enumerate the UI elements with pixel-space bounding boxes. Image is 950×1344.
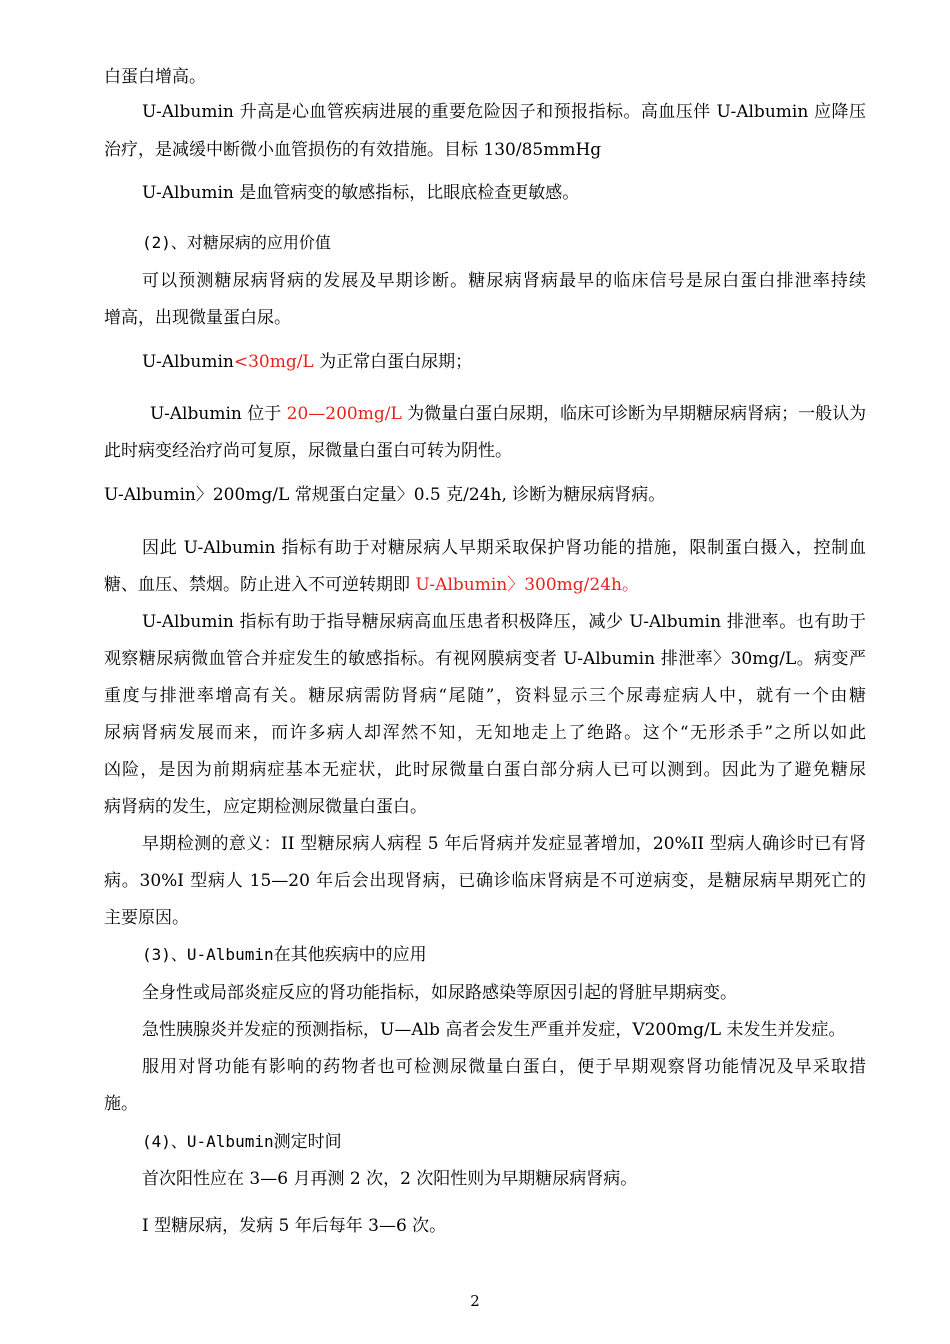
text-run: 主要原因。 [104, 908, 189, 928]
section-heading [142, 944, 427, 966]
paragraph-line [142, 1168, 637, 1190]
text-run: U-Albumin 升高是心血管疾病进展的重要危险因子和预报指标。高血压伴 U-Albumin 应降压 [142, 102, 866, 122]
text-run: I 型糖尿病，发病 5 年后每年 3—6 次。 [142, 1216, 447, 1236]
section-heading [142, 232, 331, 254]
highlight-text: 20—200mg/L [286, 404, 402, 424]
paragraph-line [142, 101, 866, 123]
paragraph-line [104, 574, 639, 596]
text-run: 病。30%I 型病人 15—20 年后会出现肾病，已确诊临床肾病是不可逆病变，是糖尿病早期死亡的 [104, 871, 866, 891]
paragraph-line [104, 870, 866, 892]
text-run: 首次阳性应在 3—6 月再测 2 次，2 次阳性则为早期糖尿病肾病。 [142, 1169, 638, 1189]
text-run: (2)、对糖尿病的应用价值 [142, 233, 331, 252]
paragraph-line [104, 685, 866, 707]
paragraph-line [104, 722, 866, 744]
paragraph-line [142, 537, 866, 559]
text-run: 早期检测的意义：II 型糖尿病人病程 5 年后肾病并发症显著增加，20%II 型病人确诊时已有肾 [142, 834, 866, 854]
paragraph-line [104, 796, 427, 818]
text-run: 重度与排泄率增高有关。糖尿病需防肾病“尾随”，资料显示三个尿毒症病人中，就有一个由糖 [104, 686, 866, 706]
paragraph-line [104, 907, 189, 929]
text-run: U-Albumin〉200mg/L 常规蛋白定量〉0.5 克/24h, 诊断为糖尿病肾病。 [104, 485, 666, 505]
section-heading [142, 1131, 342, 1153]
text-run: U-Albumin 位于 [150, 404, 287, 424]
text-run: 增高，出现微量蛋白尿。 [104, 308, 291, 328]
text-run: 为微量白蛋白尿期，临床可诊断为早期糖尿病肾病；一般认为 [401, 404, 867, 424]
text-run: 服用对肾功能有影响的药物者也可检测尿微量白蛋白，便于早期观察肾功能情况及早采取措 [142, 1057, 866, 1077]
text-run: U-Albumin [142, 352, 234, 372]
paragraph-line [142, 611, 866, 633]
text-run: 施。 [104, 1094, 138, 1114]
text-run: 治疗，是减缓中断微小血管损伤的有效措施。目标 130/85mmHg [104, 140, 602, 160]
text-run: 测定时间 [273, 1132, 342, 1152]
paragraph-line [142, 1019, 845, 1041]
text-run: 尿病肾病发展而来，而许多病人却浑然不知，无知地走上了绝路。这个“无形杀手”之所以如此 [104, 723, 866, 743]
text-run: 糖、血压、禁烟。防止进入不可逆转期即 [104, 575, 416, 595]
text-run: 凶险，是因为前期病症基本无症状，此时尿微量白蛋白部分病人已可以测到。因此为了避免糖尿 [104, 760, 866, 780]
paragraph-line [104, 759, 866, 781]
text-run: 在其他疾病中的应用 [273, 945, 427, 965]
paragraph-line [142, 1215, 446, 1237]
text-run: 病肾病的发生，应定期检测尿微量白蛋白。 [104, 797, 427, 817]
text-run: U-Albumin 是血管病变的敏感指标，比眼底检查更敏感。 [142, 183, 580, 203]
paragraph-line [104, 1093, 138, 1115]
text-run: U-Albumin 指标有助于指导糖尿病高血压患者积极降压，减少 U-Albumin 排泄率。也有助于 [142, 612, 866, 632]
paragraph-line [104, 307, 291, 329]
text-run: 急性胰腺炎并发症的预测指标，U—Alb 高者会发生严重并发症，V200mg/L 未发生并发症。 [142, 1020, 846, 1040]
paragraph-line [104, 66, 206, 88]
text-run: 为正常白蛋白尿期； [313, 352, 473, 372]
paragraph-line [142, 833, 866, 855]
paragraph-line [142, 351, 472, 373]
paragraph-line [104, 139, 601, 161]
paragraph-line [150, 403, 866, 425]
paragraph-line [104, 648, 866, 670]
paragraph-line [142, 982, 737, 1004]
text-run: (4)、U-Albumin [142, 1132, 274, 1151]
paragraph-line [104, 440, 512, 462]
text-run: 此时病变经治疗尚可复原，尿微量白蛋白可转为阴性。 [104, 441, 512, 461]
text-run: 因此 U-Albumin 指标有助于对糖尿病人早期采取保护肾功能的措施，限制蛋白摄入，控制血 [142, 538, 866, 558]
text-run: 可以预测糖尿病肾病的发展及早期诊断。糖尿病肾病最早的临床信号是尿白蛋白排泄率持续 [142, 271, 866, 291]
page-number: 2 [470, 1292, 480, 1310]
text-run: 观察糖尿病微血管合并症发生的敏感指标。有视网膜病变者 U-Albumin 排泄率〉30mg/L。病变严 [104, 649, 866, 669]
text-run: 全身性或局部炎症反应的肾功能指标，如尿路感染等原因引起的肾脏早期病变。 [142, 983, 737, 1003]
highlight-text: U-Albumin〉300mg/24h。 [415, 575, 639, 595]
paragraph-line [142, 1056, 866, 1078]
paragraph-line [142, 270, 866, 292]
text-run: 白蛋白增高。 [104, 67, 206, 87]
paragraph-line [142, 182, 579, 204]
text-run: (3)、U-Albumin [142, 945, 274, 964]
highlight-text: <30mg/L [233, 352, 314, 372]
paragraph-line [104, 484, 665, 506]
